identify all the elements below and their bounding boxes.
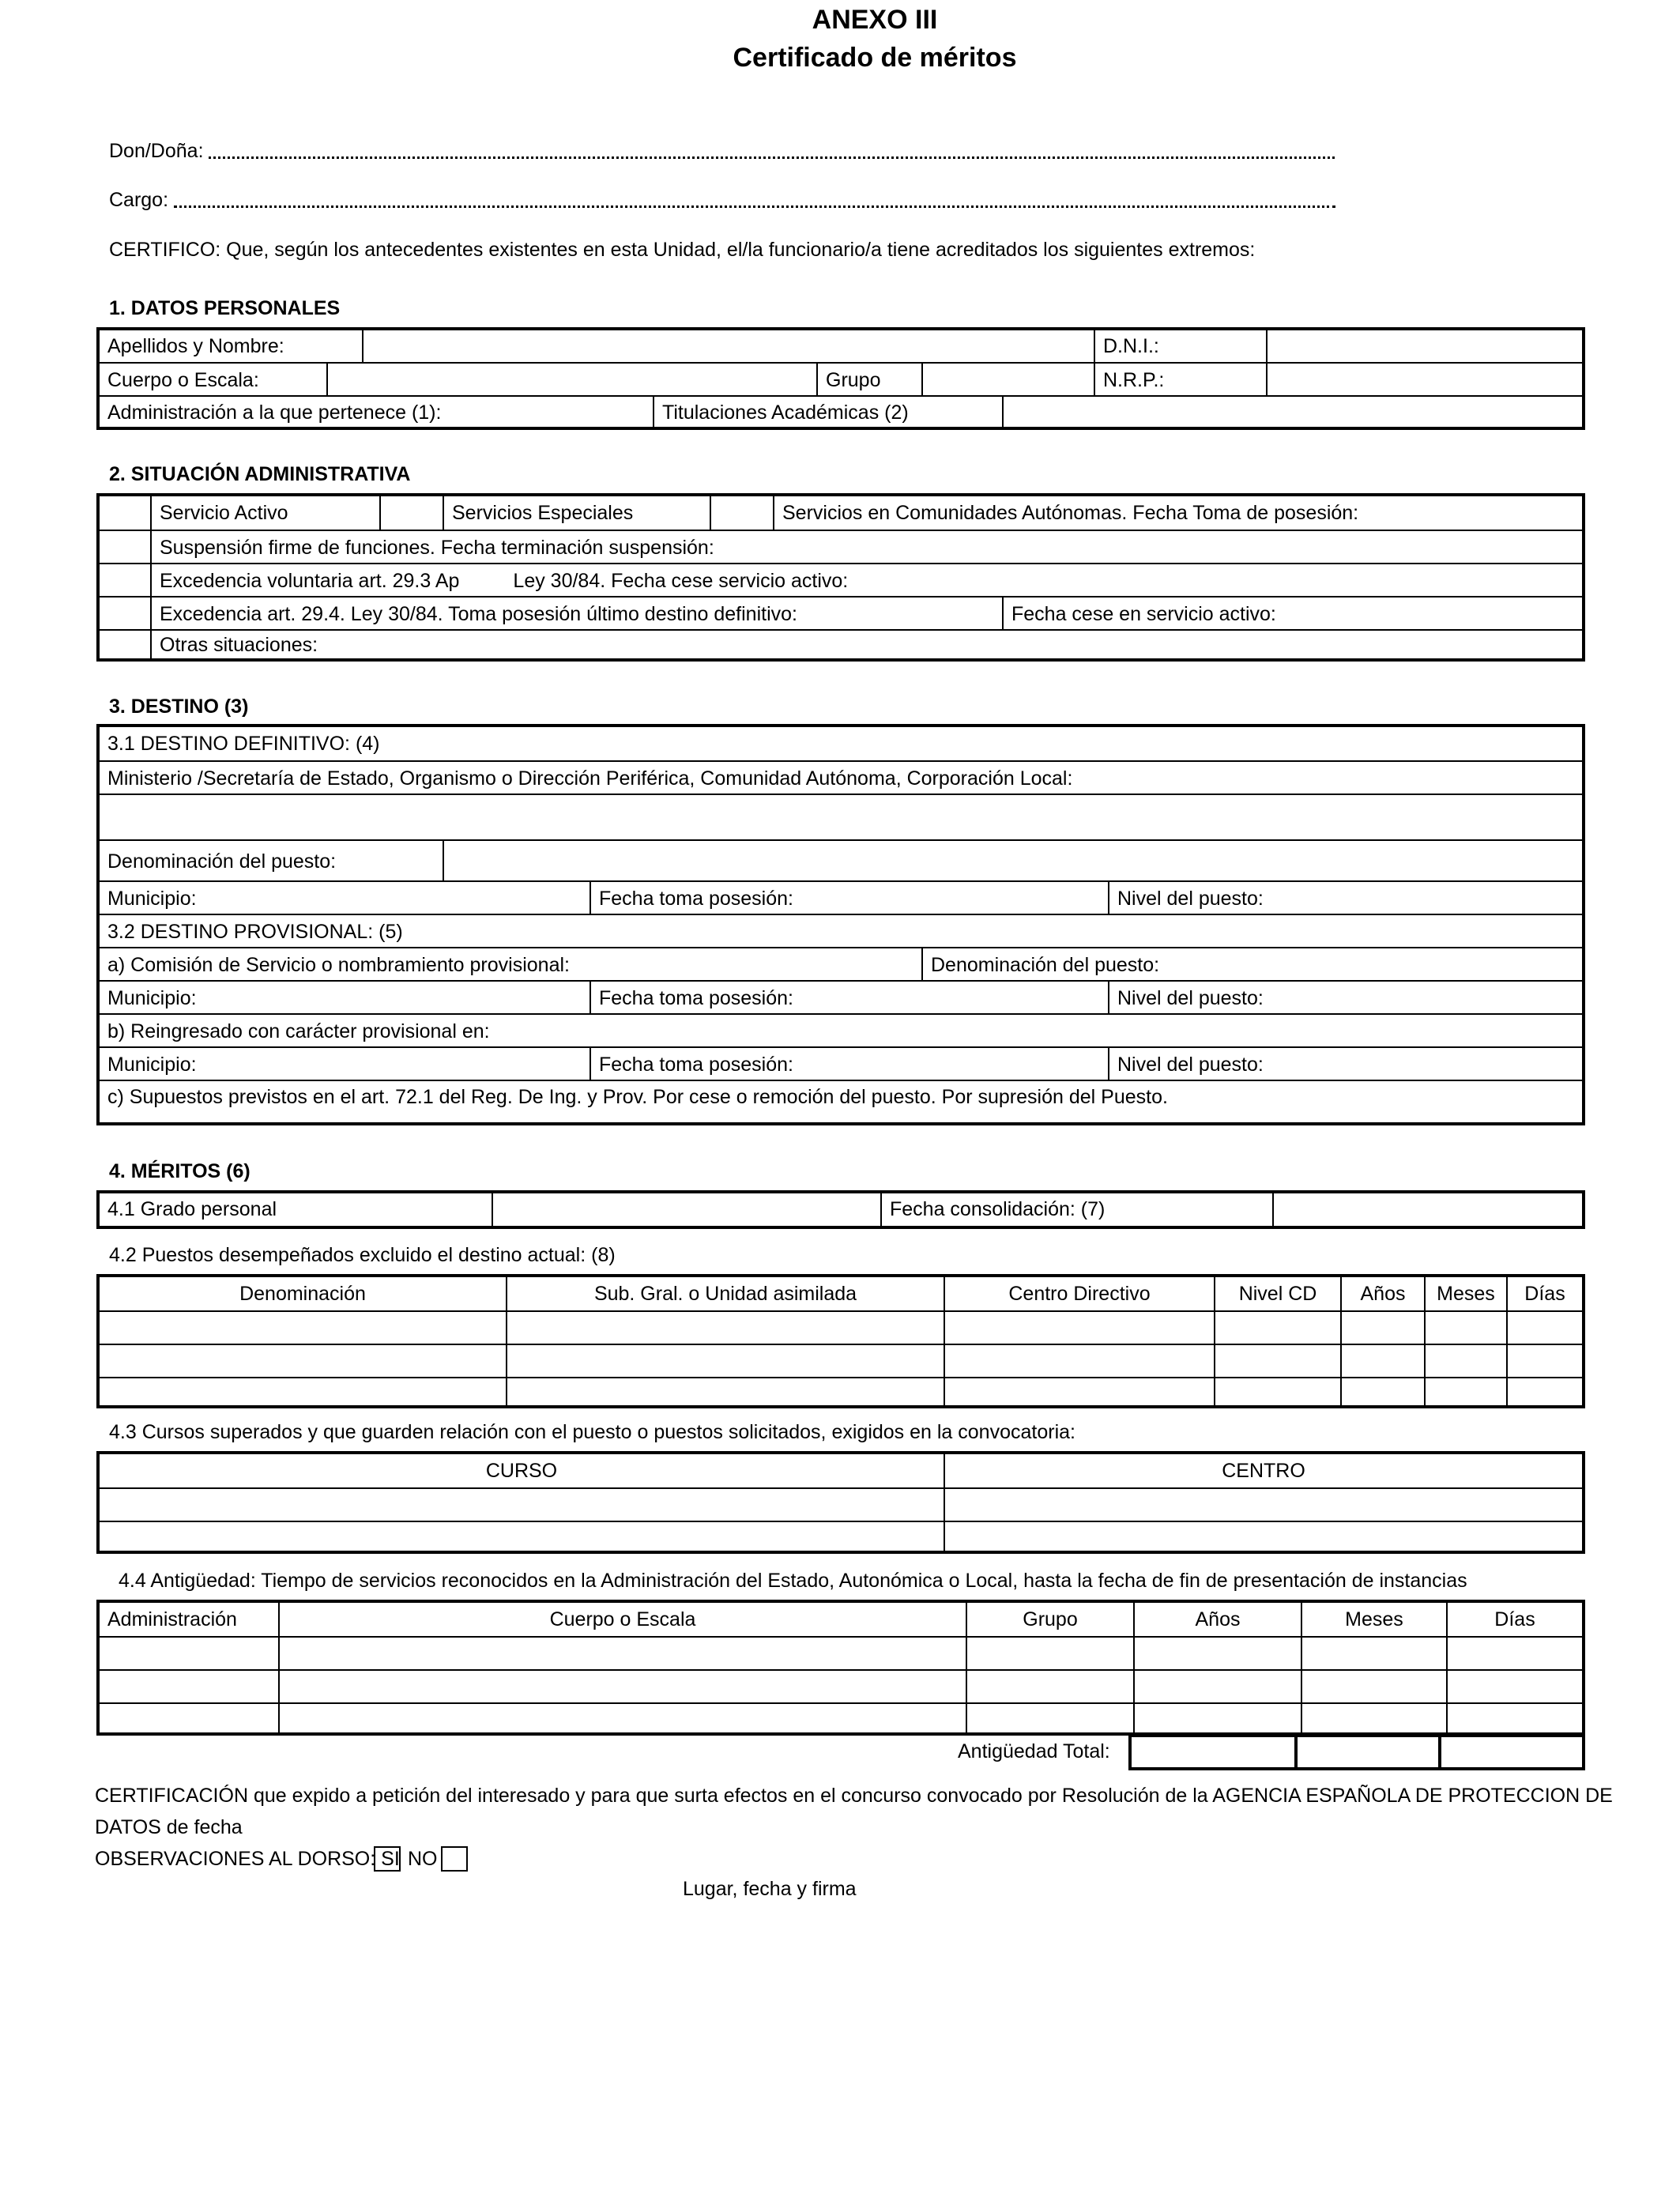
otras-label: Otras situaciones: <box>150 631 1582 660</box>
section-2-title: 2. SITUACIÓN ADMINISTRATIVA <box>109 463 411 485</box>
fecha-consolidacion-field[interactable] <box>1272 1193 1582 1226</box>
table-row <box>100 1487 1582 1522</box>
cursos-table <box>96 1451 1585 1554</box>
table-cell[interactable] <box>1446 1671 1582 1704</box>
puestos-table <box>96 1274 1585 1408</box>
denominacion-field[interactable] <box>443 841 1582 882</box>
titulaciones-label: Titulaciones Académicas (2) <box>653 397 1002 428</box>
page-subtitle: Certificado de méritos <box>733 43 1017 73</box>
table-cell[interactable] <box>1214 1312 1340 1345</box>
table-cell[interactable] <box>1301 1671 1446 1704</box>
table-row <box>100 1310 1582 1345</box>
antiguedad-total-anos[interactable] <box>1128 1734 1298 1770</box>
section-1-title: 1. DATOS PERSONALES <box>109 297 341 319</box>
table-row <box>100 1702 1582 1734</box>
don-dots[interactable] <box>209 156 1335 159</box>
table-cell[interactable] <box>1506 1345 1582 1378</box>
antiguedad-table <box>96 1600 1585 1736</box>
servicios-ccaa-label: Servicios en Comunidades Autónomas. Fecha Toma de posesión: <box>773 496 1582 530</box>
table-cell[interactable] <box>1214 1378 1340 1407</box>
reing-fecha-toma-label: Fecha toma posesión: <box>590 1048 1108 1081</box>
observaciones-label: OBSERVACIONES AL DORSO: SI <box>95 1848 400 1870</box>
table-cell[interactable] <box>1340 1378 1424 1407</box>
cargo-label: Cargo: <box>109 189 1342 212</box>
table-cell[interactable] <box>506 1345 944 1378</box>
table-cell[interactable] <box>278 1638 966 1671</box>
table-cell[interactable] <box>1506 1312 1582 1345</box>
destino-provisional-label: 3.2 DESTINO PROVISIONAL: (5) <box>107 920 403 943</box>
puestos-header-subgral: Sub. Gral. o Unidad asimilada <box>506 1277 944 1310</box>
table-cell[interactable] <box>966 1671 1133 1704</box>
table-cell[interactable] <box>1424 1345 1506 1378</box>
checkbox-excedencia-voluntaria[interactable] <box>100 564 150 598</box>
cursos-header-centro: CENTRO <box>944 1454 1582 1487</box>
apellidos-label: Apellidos y Nombre: <box>107 334 284 357</box>
dni-field[interactable] <box>1266 330 1582 362</box>
observaciones-no-label: NO <box>408 1848 438 1870</box>
table-cell[interactable] <box>100 1671 278 1704</box>
antiguedad-header-anos: Años <box>1133 1603 1301 1636</box>
puestos-header-dias: Días <box>1506 1277 1582 1310</box>
table-cell[interactable] <box>1424 1378 1506 1407</box>
don-label: Don/Doña: <box>109 140 1342 163</box>
table-cell[interactable] <box>1133 1638 1301 1671</box>
table-row <box>100 1377 1582 1407</box>
comision-denominacion-label: Denominación del puesto: <box>921 948 1582 982</box>
grupo-field[interactable] <box>921 364 1094 397</box>
excedencia-voluntaria-label: Excedencia voluntaria art. 29.3 Ap Ley 30/84. Fecha cese servicio activo: <box>150 564 1582 598</box>
table-cell[interactable] <box>1446 1638 1582 1671</box>
destino-definitivo-label: 3.1 DESTINO DEFINITIVO: (4) <box>107 732 380 755</box>
table-cell[interactable] <box>1446 1704 1582 1734</box>
comision-label: a) Comisión de Servicio o nombramiento provisional: <box>107 953 570 976</box>
puestos-header-centro: Centro Directivo <box>944 1277 1214 1310</box>
certificacion-text-2: DATOS de fecha <box>95 1816 243 1838</box>
table-cell[interactable] <box>100 1489 944 1522</box>
grupo-label: Grupo <box>816 364 921 397</box>
destino-table <box>96 724 1585 1125</box>
antiguedad-header-administracion: Administración <box>107 1608 237 1630</box>
cuerpo-label: Cuerpo o Escala: <box>107 368 259 391</box>
antiguedad-header-cuerpo: Cuerpo o Escala <box>278 1603 966 1636</box>
checkbox-servicios-especiales[interactable] <box>379 496 443 530</box>
suspension-label: Suspensión firme de funciones. Fecha terminación suspensión: <box>150 531 1582 564</box>
def-municipio-label: Municipio: <box>107 887 197 910</box>
table-row <box>100 1521 1582 1552</box>
prov-nivel-label: Nivel del puesto: <box>1108 982 1582 1015</box>
antiguedad-total-dias[interactable] <box>1438 1734 1585 1770</box>
table-cell[interactable] <box>944 1489 1582 1522</box>
table-cell[interactable] <box>1301 1704 1446 1734</box>
table-row <box>100 1344 1582 1378</box>
puestos-header-anos: Años <box>1340 1277 1424 1310</box>
def-nivel-label: Nivel del puesto: <box>1108 882 1582 915</box>
prov-municipio-label: Municipio: <box>107 986 197 1009</box>
cargo-dots[interactable] <box>174 205 1335 208</box>
def-fecha-toma-label: Fecha toma posesión: <box>590 882 1108 915</box>
nrp-field[interactable] <box>1266 364 1582 397</box>
table-cell[interactable] <box>506 1378 944 1407</box>
table-cell[interactable] <box>506 1312 944 1345</box>
reing-municipio-label: Municipio: <box>107 1053 197 1076</box>
table-cell[interactable] <box>100 1378 506 1407</box>
antiguedad-header-meses: Meses <box>1301 1603 1446 1636</box>
antiguedad-header-grupo: Grupo <box>966 1603 1133 1636</box>
table-cell[interactable] <box>100 1704 278 1734</box>
puestos-header-meses: Meses <box>1424 1277 1506 1310</box>
table-cell[interactable] <box>944 1345 1214 1378</box>
excedencia-294-label: Excedencia art. 29.4. Ley 30/84. Toma posesión último destino definitivo: <box>150 598 1002 631</box>
section-3-title: 3. DESTINO (3) <box>109 696 249 718</box>
table-cell[interactable] <box>944 1378 1214 1407</box>
antiguedad-title: 4.4 Antigüedad: Tiempo de servicios reconocidos en la Administración del Estado, Autonómica o Local, hasta la fecha de fin de presentación de instancias <box>119 1570 1467 1592</box>
antiguedad-total-meses[interactable] <box>1294 1734 1441 1770</box>
observaciones-si-checkbox[interactable] <box>374 1846 401 1872</box>
table-cell[interactable] <box>1424 1312 1506 1345</box>
table-row <box>100 1669 1582 1704</box>
lugar-fecha-firma: Lugar, fecha y firma <box>683 1878 857 1900</box>
table-cell[interactable] <box>100 1345 506 1378</box>
reingresado-label: b) Reingresado con carácter provisional en: <box>107 1020 490 1042</box>
reing-nivel-label: Nivel del puesto: <box>1108 1048 1582 1081</box>
puestos-title: 4.2 Puestos desempeñados excluido el destino actual: (8) <box>109 1244 616 1266</box>
fecha-consolidacion-label: Fecha consolidación: (7) <box>880 1193 1272 1226</box>
table-cell[interactable] <box>944 1312 1214 1345</box>
checkbox-suspension[interactable] <box>100 531 150 564</box>
observaciones-no-checkbox[interactable] <box>441 1846 468 1872</box>
cuerpo-field[interactable] <box>326 364 816 397</box>
denominacion-label: Denominación del puesto: <box>107 850 337 873</box>
table-cell[interactable] <box>1340 1312 1424 1345</box>
table-cell[interactable] <box>966 1704 1133 1734</box>
grado-table <box>96 1190 1585 1229</box>
certificacion-text: CERTIFICACIÓN que expido a petición del interesado y para que surta efectos en el concurso convocado por Resolución de la AGENCIA ESPAÑOLA DE PROTECCION DE <box>95 1785 1613 1807</box>
table-cell[interactable] <box>100 1312 506 1345</box>
grado-field[interactable] <box>492 1193 880 1226</box>
ministerio-field[interactable] <box>100 795 1582 841</box>
cursos-title: 4.3 Cursos superados y que guarden relación con el puesto o puestos solicitados, exigidos en la convocatoria: <box>109 1421 1075 1443</box>
supuestos-label: c) Supuestos previstos en el art. 72.1 del Reg. De Ing. y Prov. Por cese o remoción del puesto. Por supresión del Puesto. <box>107 1086 1168 1108</box>
dni-label: D.N.I.: <box>1094 330 1266 362</box>
cursos-header-curso: CURSO <box>485 1459 558 1482</box>
table-cell[interactable] <box>966 1638 1133 1671</box>
checkbox-servicio-activo[interactable] <box>100 496 150 530</box>
servicios-especiales-label: Servicios Especiales <box>443 496 710 530</box>
administracion-label: Administración a la que pertenece (1): <box>107 401 442 424</box>
table-cell[interactable] <box>1133 1704 1301 1734</box>
table-cell[interactable] <box>1340 1345 1424 1378</box>
certifico-text: CERTIFICO: Que, según los antecedentes existentes en esta Unidad, el/la funcionario/a tiene acreditados los siguientes extremos: <box>109 239 1256 261</box>
antiguedad-header-dias: Días <box>1446 1603 1582 1636</box>
prov-fecha-toma-label: Fecha toma posesión: <box>590 982 1108 1015</box>
fecha-cese-label: Fecha cese en servicio activo: <box>1002 598 1582 631</box>
section-4-title: 4. MÉRITOS (6) <box>109 1160 250 1182</box>
titulaciones-field[interactable] <box>1002 397 1582 428</box>
table-cell[interactable] <box>1214 1345 1340 1378</box>
puestos-header-denominacion: Denominación <box>239 1282 366 1305</box>
table-cell[interactable] <box>944 1522 1582 1552</box>
page-title: ANEXO III <box>812 5 938 35</box>
table-cell[interactable] <box>1133 1671 1301 1704</box>
servicio-activo-label: Servicio Activo <box>150 496 379 530</box>
checkbox-otras[interactable] <box>100 631 150 660</box>
antiguedad-total-label: Antigüedad Total: <box>958 1740 1110 1762</box>
puestos-header-nivel: Nivel CD <box>1214 1277 1340 1310</box>
table-cell[interactable] <box>100 1522 944 1552</box>
checkbox-excedencia-294[interactable] <box>100 598 150 631</box>
nrp-label: N.R.P.: <box>1094 364 1266 397</box>
apellidos-field[interactable] <box>362 330 1094 362</box>
table-cell[interactable] <box>278 1671 966 1704</box>
ministerio-label: Ministerio /Secretaría de Estado, Organismo o Dirección Periférica, Comunidad Autónoma, Corporación Local: <box>107 767 1073 790</box>
table-row <box>100 1636 1582 1671</box>
table-cell[interactable] <box>1301 1638 1446 1671</box>
grado-label: 4.1 Grado personal <box>107 1198 277 1220</box>
datos-personales-table <box>96 327 1585 430</box>
table-cell[interactable] <box>100 1638 278 1671</box>
situacion-table <box>96 493 1585 662</box>
table-cell[interactable] <box>278 1704 966 1734</box>
table-cell[interactable] <box>1506 1378 1582 1407</box>
checkbox-servicios-ccaa[interactable] <box>710 496 773 530</box>
